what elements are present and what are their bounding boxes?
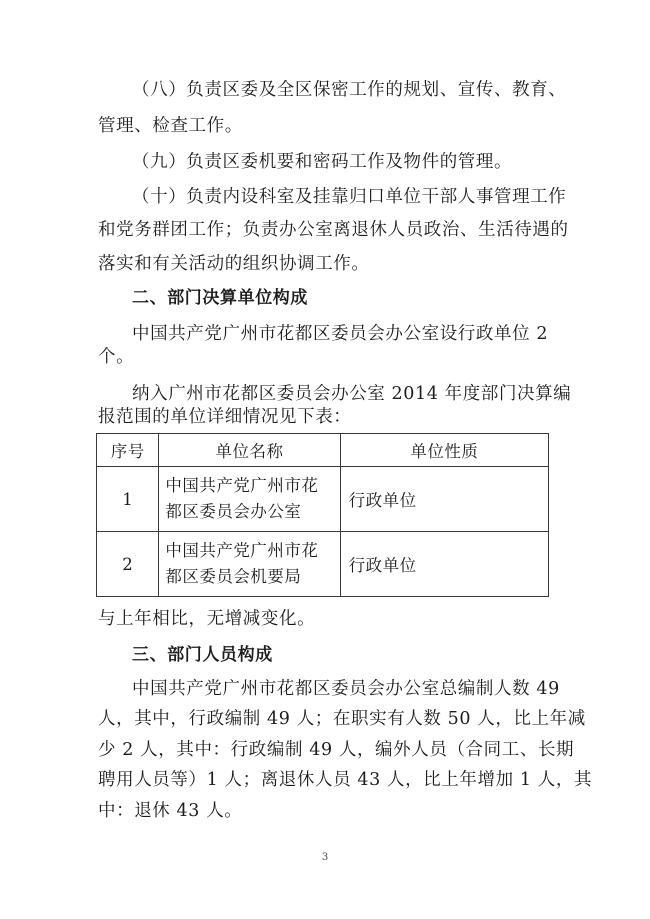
section-3-line-5: 中：退休 43 人。 [98, 801, 243, 821]
section-3-line-2: 人，其中，行政编制 49 人；在职实有人数 50 人，比上年减 [98, 709, 586, 729]
row-unit-nature: 行政单位 [340, 467, 548, 532]
header-unit-nature: 单位性质 [340, 434, 548, 467]
section-2-heading: 二、部门决算单位构成 [132, 288, 308, 308]
section-3-line-1: 中国共产党广州市花都区委员会办公室总编制人数 49 [132, 679, 560, 699]
header-index: 序号 [97, 434, 159, 467]
paragraph-8-line-1: （八）负责区委及全区保密工作的规划、宣传、教育、 [132, 80, 567, 100]
unit-name-line-1: 中国共产党广州市花 [165, 476, 319, 495]
header-unit-name: 单位名称 [159, 434, 340, 467]
paragraph-8-line-2: 管理、检查工作。 [98, 116, 243, 136]
section-3-line-3: 少 2 人，其中：行政编制 49 人，编外人员（合同工、长期 [98, 740, 575, 760]
unit-name-line-2: 都区委员会机要局 [165, 567, 302, 586]
paragraph-9-line-1: （九）负责区委机要和密码工作及物件的管理。 [132, 152, 513, 172]
table-header-row [97, 434, 549, 467]
section-2-note: 与上年相比，无增减变化。 [98, 609, 316, 629]
row-unit-name [159, 467, 340, 532]
page-number: 3 [321, 852, 329, 863]
section-2-intro-line-1: 中国共产党广州市花都区委员会办公室设行政单位 2 [132, 324, 549, 344]
row-index: 2 [97, 532, 159, 597]
row-unit-name [159, 532, 340, 597]
row-unit-nature: 行政单位 [340, 532, 548, 597]
paragraph-10-line-3: 落实和有关活动的组织协调工作。 [98, 254, 370, 274]
unit-name-line-2: 都区委员会办公室 [165, 502, 302, 521]
paragraph-10-line-2: 和党务群团工作；负责办公室离退休人员政治、生活待遇的 [98, 220, 569, 240]
section-2-intro-line-2: 个。 [98, 347, 135, 367]
section-2-scope-line-2: 报范围的单位详细情况见下表： [98, 407, 352, 427]
table-row [97, 532, 549, 597]
table-row [97, 467, 549, 532]
paragraph-10-line-1: （十）负责内设科室及挂靠归口单位干部人事管理工作 [132, 187, 567, 207]
row-index: 1 [97, 467, 159, 532]
section-3-heading: 三、部门人员构成 [132, 645, 273, 665]
unit-table [96, 433, 549, 597]
unit-name-line-1: 中国共产党广州市花 [165, 541, 319, 560]
section-3-line-4: 聘用人员等）1 人；离退休人员 43 人，比上年增加 1 人，其 [98, 770, 593, 790]
section-2-scope-line-1: 纳入广州市花都区委员会办公室 2014 年度部门决算编 [132, 384, 572, 404]
